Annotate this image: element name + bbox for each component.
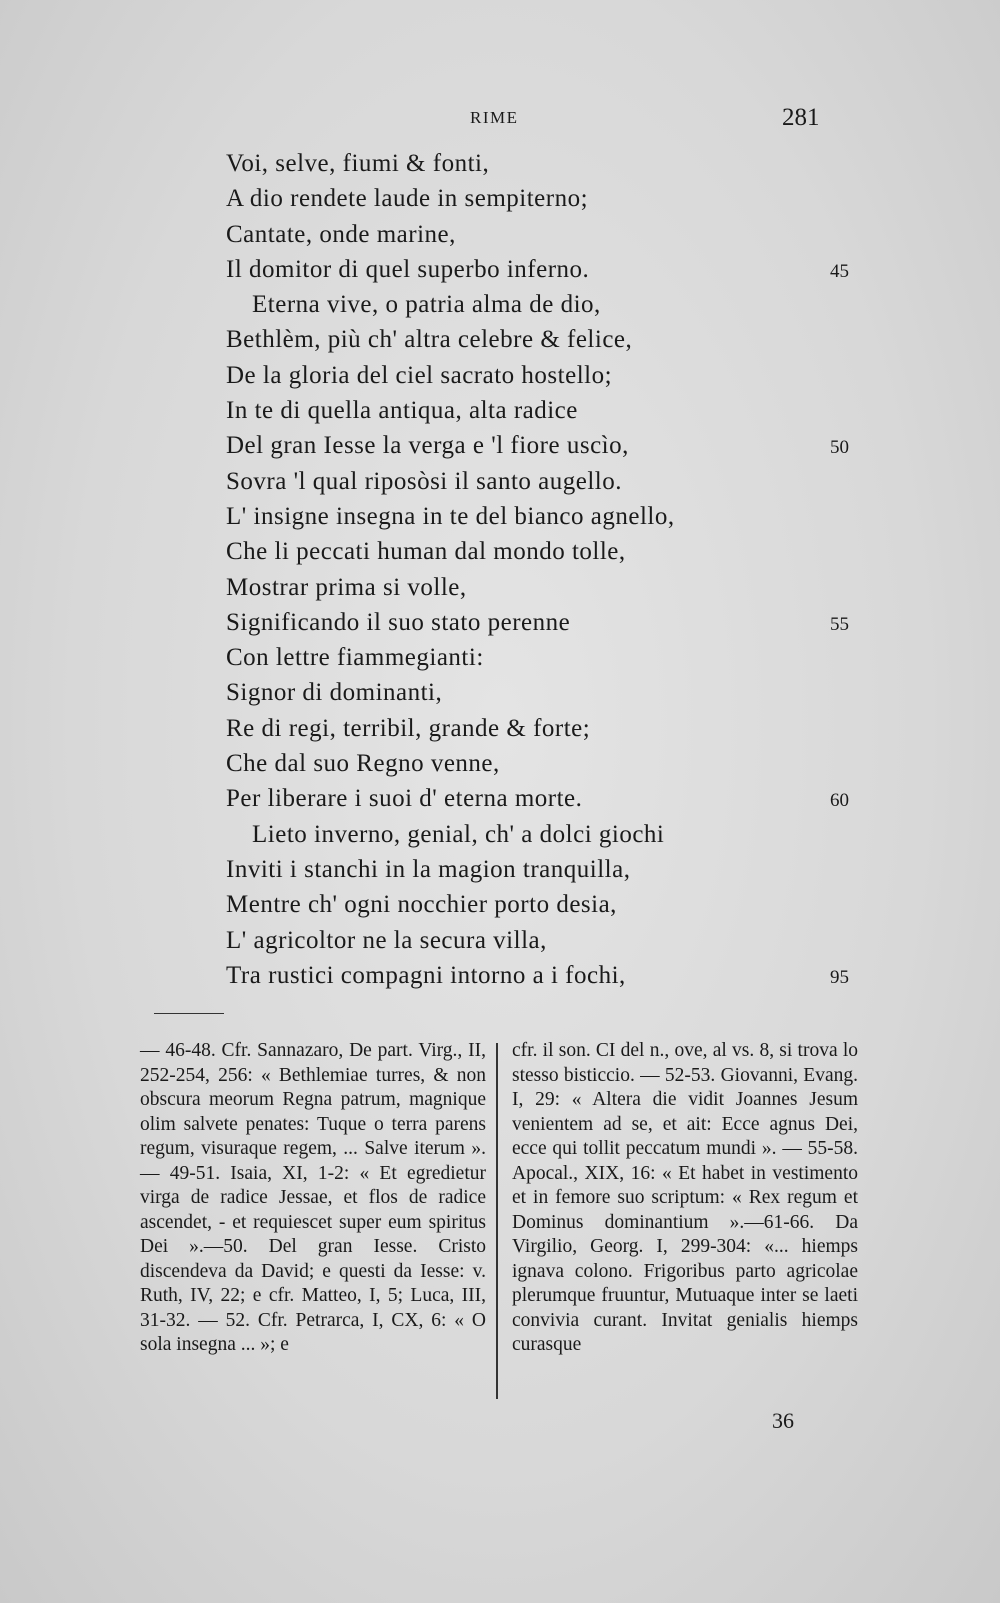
verse-text: Voi, selve, fiumi & fonti,: [226, 150, 490, 177]
verse-line: [0, 640, 1000, 675]
column-divider: [496, 1043, 498, 1399]
verse-line: [0, 181, 1000, 216]
verse-line: [0, 958, 1000, 993]
verse-line: [0, 923, 1000, 958]
verse-text: Tra rustici compagni intorno a i fochi,: [226, 961, 626, 989]
running-head: [0, 104, 1000, 134]
signature-mark: 36: [772, 1408, 794, 1433]
line-number: 60: [830, 790, 849, 812]
verse-block: [0, 146, 1000, 993]
verse-text: Inviti i stanchi in la magion tranquilla,: [226, 855, 631, 883]
verse-line: [0, 287, 1000, 322]
verse-text: L' agricoltor ne la secura villa,: [226, 926, 547, 954]
line-number: 55: [830, 613, 849, 635]
page-number: 281: [782, 104, 820, 131]
verse-line: [0, 464, 1000, 499]
verse-text: Bethlèm, più ch' altra celebre & felice,: [226, 326, 633, 354]
footnotes: [0, 1039, 1000, 1409]
verse-line: [0, 887, 1000, 922]
verse-text: L' insigne insegna in te del bianco agnello,: [226, 502, 675, 530]
line-number: 95: [830, 966, 849, 988]
verse-text: Significando il suo stato perenne: [226, 608, 571, 636]
footnote-column-left: — 46-48. Cfr. Sannazaro, De part. Virg., II, 252-254, 256: « Bethlemiae turres, & non obscura meorum Regna patrum, magnique olim salvete penates: Tuque o terra parens regum, visuraque regem, ... Salve iterum ». — 49-51. Isaia, XI, 1-2: « Et egredietur virga de radice Jessae, et flos de radice ascendet, - et requiescet super eum spiritus Dei ».—50. Del gran Iesse. Cristo discendeva da David; e questi da Iesse: v. Ruth, IV, 22; e cfr. Matteo, I, 5; Luca, III, 31-32. — 52. Cfr. Petrarca, I, CX, 6: « O sola insegna ... »; e: [140, 1040, 486, 1355]
verse-line: [0, 358, 1000, 393]
verse-text: Eterna vive, o patria alma de dio,: [252, 291, 601, 319]
verse-text: Lieto inverno, genial, ch' a dolci giochi: [252, 820, 665, 848]
verse-line: [0, 534, 1000, 569]
footnote-rule: [154, 1013, 224, 1014]
verse-line: [0, 675, 1000, 710]
verse-text: Sovra 'l qual riposòsi il santo augello.: [226, 467, 622, 495]
verse-text: Per liberare i suoi d' eterna morte.: [226, 785, 583, 813]
verse-text: Re di regi, terribil, grande & forte;: [226, 714, 591, 742]
verse-line: [0, 711, 1000, 746]
verse-text: De la gloria del ciel sacrato hostello;: [226, 361, 613, 389]
verse-text: Cantate, onde marine,: [226, 220, 456, 248]
verse-text: Mostrar prima si volle,: [226, 573, 467, 601]
line-number: 50: [830, 437, 849, 459]
verse-text: In te di quella antiqua, alta radice: [226, 397, 578, 425]
running-title: RIME: [470, 108, 519, 127]
footnote-column-right: cfr. il son. CI del n., ove, al vs. 8, si trova lo stesso bisticcio. — 52-53. Giovanni, Evang. I, 29: « Altera die vidit Joannes Jesum venientem ad se, et ait: Ecce agnus Dei, ecce qui tollit peccatum mundi ». — 55-58. Apocal., XIX, 16: « Et habet in vestimento et in femore suo scriptum: « Rex regum et Dominus dominantium ».—61-66. Da Virgilio, Georg. I, 299-304: «... hiemps ignava colono. Frigoribus parto agricolae plerumque fruuntur, Mutuaque inter se laeti convivia curant. Invitat genialis hiemps curasque: [512, 1040, 858, 1355]
verse-text: Che li peccati human dal mondo tolle,: [226, 538, 626, 566]
verse-line: [0, 852, 1000, 887]
verse-line: [0, 817, 1000, 852]
verse-line: [0, 217, 1000, 252]
verse-text: Signor di dominanti,: [226, 679, 443, 707]
verse-text: A dio rendete laude in sempiterno;: [226, 185, 589, 213]
verse-line: [0, 605, 1000, 640]
verse-line: [0, 428, 1000, 463]
verse-line: [0, 393, 1000, 428]
line-number: 45: [830, 260, 849, 282]
verse-line: [0, 499, 1000, 534]
verse-line: [0, 146, 1000, 181]
verse-text: Il domitor di quel superbo inferno.: [226, 255, 590, 283]
verse-line: [0, 781, 1000, 816]
verse-line: [0, 322, 1000, 357]
verse-line: [0, 570, 1000, 605]
verse-text: Con lettre fiammegianti:: [226, 644, 484, 672]
verse-text: Del gran Iesse la verga e 'l fiore uscìo,: [226, 432, 629, 460]
verse-text: Mentre ch' ogni nocchier porto desia,: [226, 891, 617, 919]
verse-text: Che dal suo Regno venne,: [226, 750, 500, 778]
verse-line: [0, 746, 1000, 781]
verse-line: [0, 252, 1000, 287]
